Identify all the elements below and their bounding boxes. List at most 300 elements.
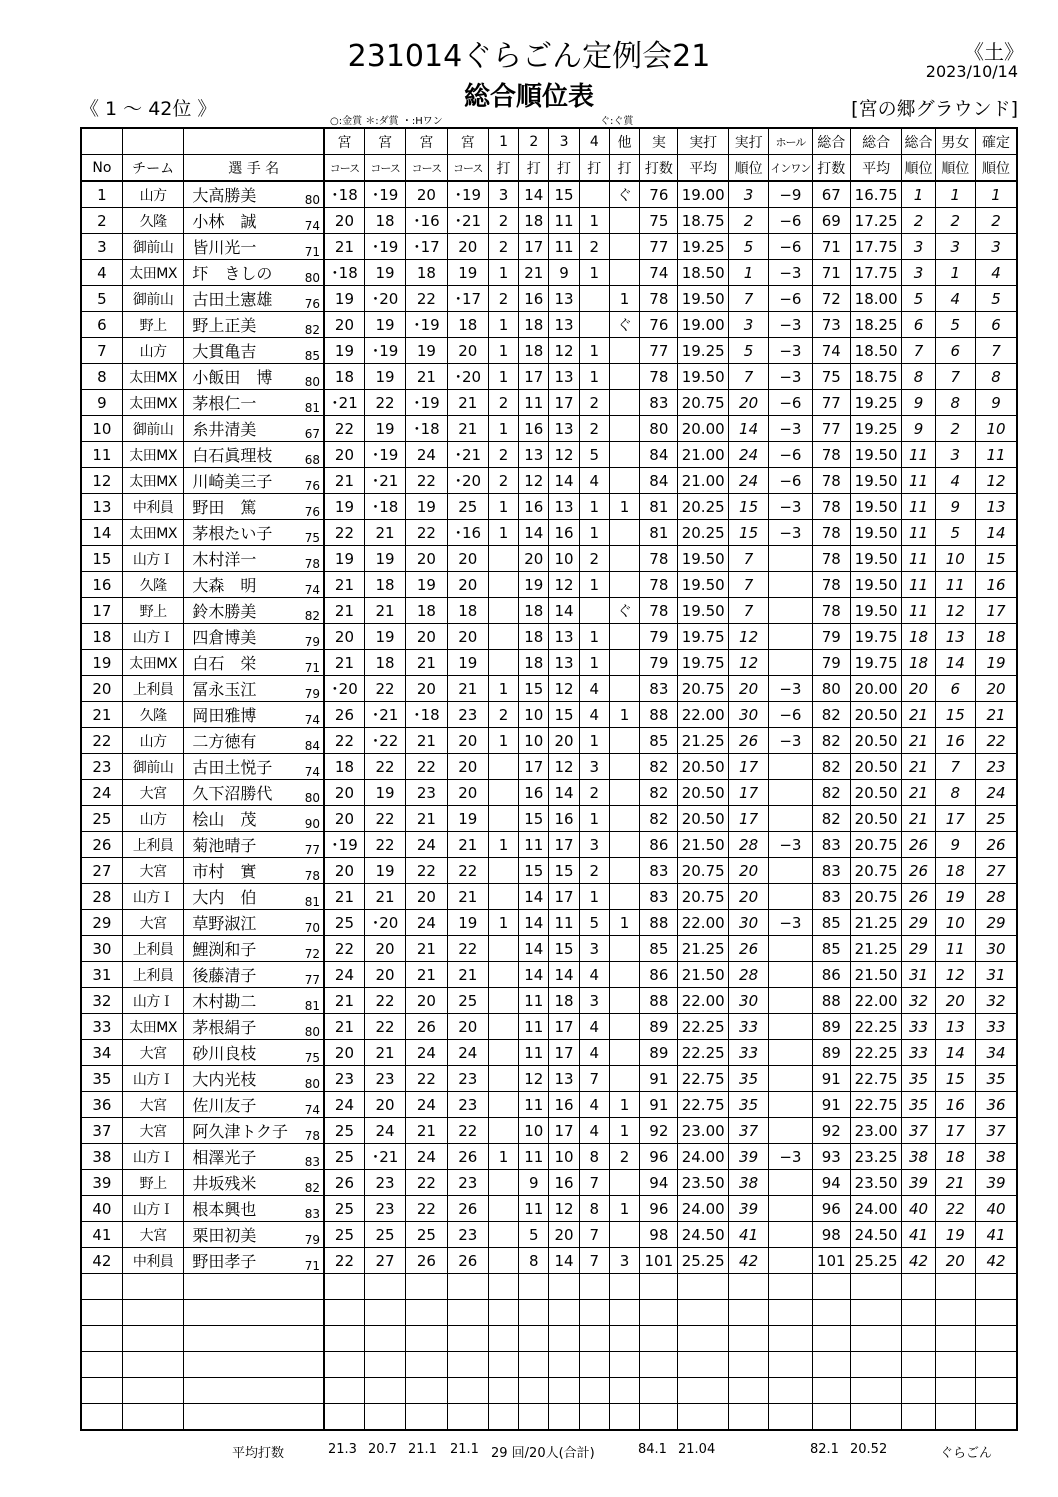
cell-total-avg: 22.75 [850, 1092, 901, 1118]
cell-other [609, 728, 639, 754]
cell-age: 79 [294, 676, 324, 702]
cell-course3: 19 [406, 338, 447, 364]
cell-course1: 19 [324, 338, 364, 364]
cell-age: 83 [294, 1144, 324, 1170]
empty-cell [81, 1300, 122, 1326]
cell-total-rank: 11 [902, 598, 935, 624]
table-row [81, 1144, 1017, 1170]
cell-course2: 20 [364, 962, 405, 988]
cell-total-avg: 22.25 [850, 1014, 901, 1040]
cell-final-rank: 34 [975, 1040, 1017, 1066]
col-head: コース [406, 155, 447, 182]
empty-cell [364, 1378, 405, 1404]
cell-age: 79 [294, 624, 324, 650]
cell-team: 太田MX [122, 390, 184, 416]
cell-strokes: 85 [640, 728, 678, 754]
cell-course4: 20 [447, 234, 488, 260]
cell-total: 77 [812, 416, 850, 442]
cell-team: 上利員 [122, 676, 184, 702]
cell-hole1 [488, 1040, 518, 1066]
cell-rank: 20 [728, 858, 768, 884]
cell-hole1: 1 [488, 1144, 518, 1170]
cell-total: 71 [812, 234, 850, 260]
table-row [81, 910, 1017, 936]
cell-course1: 26 [324, 1170, 364, 1196]
cell-hole-in-one [769, 858, 812, 884]
empty-cell [184, 1326, 294, 1352]
cell-final-rank: 28 [975, 884, 1017, 910]
empty-cell [579, 1404, 609, 1431]
cell-course2: 18 [364, 572, 405, 598]
cell-age: 81 [294, 988, 324, 1014]
empty-cell [678, 1300, 728, 1326]
cell-final-rank: 37 [975, 1118, 1017, 1144]
cell-gender-rank: 10 [935, 546, 975, 572]
cell-total-avg: 24.50 [850, 1222, 901, 1248]
cell-hole2: 8 [519, 1248, 549, 1274]
cell-total: 77 [812, 390, 850, 416]
footer-course2-avg: 20.7 [368, 1442, 397, 1457]
cell-avg: 19.25 [678, 338, 728, 364]
cell-hole1 [488, 572, 518, 598]
cell-name: 後藤清子 [184, 962, 294, 988]
cell-total: 78 [812, 442, 850, 468]
cell-course2: 22 [364, 1014, 405, 1040]
cell-team: 山方 [122, 338, 184, 364]
cell-hole1: 2 [488, 208, 518, 234]
cell-course2: 19 [364, 624, 405, 650]
cell-avg: 21.50 [678, 832, 728, 858]
cell-total-rank: 11 [902, 572, 935, 598]
cell-total-rank: 42 [902, 1248, 935, 1274]
cell-other [609, 650, 639, 676]
cell-course3: 22 [406, 520, 447, 546]
cell-course2: 21 [364, 520, 405, 546]
cell-hole1 [488, 754, 518, 780]
cell-age: 75 [294, 1040, 324, 1066]
col-head: 打数 [812, 155, 850, 182]
cell-other [609, 1014, 639, 1040]
cell-gender-rank: 21 [935, 1170, 975, 1196]
cell-hole1: 3 [488, 181, 518, 208]
table-row [81, 208, 1017, 234]
cell-no: 30 [81, 936, 122, 962]
cell-final-rank: 23 [975, 754, 1017, 780]
cell-no: 1 [81, 181, 122, 208]
cell-hole3: 17 [549, 390, 579, 416]
cell-total-avg: 19.50 [850, 546, 901, 572]
cell-age: 70 [294, 910, 324, 936]
table-row [81, 442, 1017, 468]
cell-course2: 20 [364, 936, 405, 962]
cell-total: 73 [812, 312, 850, 338]
cell-hole1 [488, 1092, 518, 1118]
cell-total-rank: 11 [902, 442, 935, 468]
cell-hole1: 1 [488, 520, 518, 546]
table-row [81, 884, 1017, 910]
cell-age: 71 [294, 234, 324, 260]
cell-rank: 7 [728, 546, 768, 572]
cell-total: 82 [812, 754, 850, 780]
cell-avg: 20.75 [678, 858, 728, 884]
empty-cell [519, 1352, 549, 1378]
cell-final-rank: 1 [975, 181, 1017, 208]
cell-total: 80 [812, 676, 850, 702]
cell-no: 40 [81, 1196, 122, 1222]
cell-age: 85 [294, 338, 324, 364]
empty-cell [678, 1274, 728, 1300]
cell-gender-rank: 22 [935, 1196, 975, 1222]
cell-hole-in-one [769, 1040, 812, 1066]
cell-gender-rank: 5 [935, 520, 975, 546]
cell-team: 御前山 [122, 234, 184, 260]
cell-final-rank: 12 [975, 468, 1017, 494]
cell-team: 山方 [122, 181, 184, 208]
empty-cell [728, 1326, 768, 1352]
cell-course3: 24 [406, 832, 447, 858]
cell-rank: 33 [728, 1014, 768, 1040]
cell-course1: 18 [324, 364, 364, 390]
cell-total-rank: 29 [902, 936, 935, 962]
cell-course3: 22 [406, 286, 447, 312]
cell-course4: 23 [447, 1170, 488, 1196]
cell-name: 茅根たい子 [184, 520, 294, 546]
empty-cell [678, 1326, 728, 1352]
cell-final-rank: 24 [975, 780, 1017, 806]
cell-total-rank: 26 [902, 832, 935, 858]
cell-hole2: 14 [519, 181, 549, 208]
cell-hole4: 2 [579, 234, 609, 260]
cell-other: ぐ [609, 312, 639, 338]
cell-age: 74 [294, 754, 324, 780]
cell-course1: 25 [324, 1118, 364, 1144]
empty-cell [769, 1404, 812, 1431]
cell-gender-rank: 11 [935, 572, 975, 598]
cell-hole2: 18 [519, 208, 549, 234]
cell-total: 83 [812, 858, 850, 884]
cell-age: 81 [294, 390, 324, 416]
table-row [81, 1118, 1017, 1144]
cell-hole2: 13 [519, 442, 549, 468]
col-head: 他 [609, 128, 639, 155]
col-head [81, 128, 122, 155]
empty-cell [364, 1352, 405, 1378]
cell-course3: 20 [406, 676, 447, 702]
cell-total: 85 [812, 936, 850, 962]
cell-total-avg: 16.75 [850, 181, 901, 208]
cell-total-rank: 37 [902, 1118, 935, 1144]
cell-gender-rank: 9 [935, 494, 975, 520]
cell-final-rank: 38 [975, 1144, 1017, 1170]
cell-team: 久隆 [122, 702, 184, 728]
cell-age: 67 [294, 416, 324, 442]
cell-age: 80 [294, 364, 324, 390]
cell-course4: 21 [447, 962, 488, 988]
cell-course3: ･19 [406, 390, 447, 416]
cell-final-rank: 21 [975, 702, 1017, 728]
cell-course4: 20 [447, 624, 488, 650]
cell-hole2: 17 [519, 364, 549, 390]
cell-no: 4 [81, 260, 122, 286]
cell-gender-rank: 18 [935, 1144, 975, 1170]
cell-total: 91 [812, 1066, 850, 1092]
cell-course2: 22 [364, 806, 405, 832]
cell-avg: 20.00 [678, 416, 728, 442]
cell-no: 18 [81, 624, 122, 650]
cell-age: 79 [294, 1222, 324, 1248]
cell-rank: 35 [728, 1066, 768, 1092]
empty-cell [549, 1326, 579, 1352]
cell-gender-rank: 9 [935, 832, 975, 858]
cell-avg: 21.00 [678, 442, 728, 468]
cell-total: 72 [812, 286, 850, 312]
cell-team: 山方Ｉ [122, 1196, 184, 1222]
cell-hole2: 16 [519, 780, 549, 806]
cell-final-rank: 15 [975, 546, 1017, 572]
empty-cell [609, 1326, 639, 1352]
cell-hole-in-one: −3 [769, 364, 812, 390]
empty-cell [579, 1300, 609, 1326]
cell-course1: 22 [324, 936, 364, 962]
empty-cell [728, 1378, 768, 1404]
col-head: 順位 [935, 155, 975, 182]
cell-total-avg: 24.00 [850, 1196, 901, 1222]
cell-age: 82 [294, 1170, 324, 1196]
cell-strokes: 78 [640, 598, 678, 624]
cell-gender-rank: 16 [935, 728, 975, 754]
cell-hole1: 2 [488, 442, 518, 468]
cell-no: 31 [81, 962, 122, 988]
cell-other: 1 [609, 702, 639, 728]
col-head: 実打 [728, 128, 768, 155]
cell-no: 11 [81, 442, 122, 468]
cell-course3: 19 [406, 494, 447, 520]
cell-hole1: 2 [488, 702, 518, 728]
cell-avg: 20.25 [678, 494, 728, 520]
empty-cell [769, 1378, 812, 1404]
table-row [81, 260, 1017, 286]
empty-cell [678, 1352, 728, 1378]
empty-cell [549, 1300, 579, 1326]
cell-total-rank: 8 [902, 364, 935, 390]
empty-cell [324, 1378, 364, 1404]
cell-rank: 39 [728, 1196, 768, 1222]
cell-hole2: 10 [519, 728, 549, 754]
cell-total-rank: 11 [902, 468, 935, 494]
cell-course3: 19 [406, 572, 447, 598]
cell-course3: 22 [406, 468, 447, 494]
cell-final-rank: 11 [975, 442, 1017, 468]
gu-legend: ぐ:ぐ賞 [600, 116, 634, 127]
table-row [81, 286, 1017, 312]
cell-avg: 24.00 [678, 1144, 728, 1170]
cell-hole2: 10 [519, 1118, 549, 1144]
cell-hole3: 12 [549, 338, 579, 364]
cell-course1: 21 [324, 650, 364, 676]
cell-total-rank: 29 [902, 910, 935, 936]
cell-name: 栗田初美 [184, 1222, 294, 1248]
cell-other [609, 520, 639, 546]
cell-total-avg: 17.75 [850, 260, 901, 286]
cell-hole-in-one [769, 572, 812, 598]
cell-course1: 20 [324, 780, 364, 806]
cell-total-avg: 20.50 [850, 780, 901, 806]
cell-hole2: 15 [519, 806, 549, 832]
table-row [81, 468, 1017, 494]
empty-cell [519, 1274, 549, 1300]
cell-final-rank: 2 [975, 208, 1017, 234]
cell-course1: 20 [324, 442, 364, 468]
cell-course2: 21 [364, 1040, 405, 1066]
empty-cell [935, 1326, 975, 1352]
cell-no: 17 [81, 598, 122, 624]
cell-course2: 24 [364, 1118, 405, 1144]
cell-course3: 24 [406, 442, 447, 468]
empty-cell [447, 1352, 488, 1378]
cell-total: 83 [812, 832, 850, 858]
footer-rounds: 29 回/20人(合計) [491, 1446, 595, 1461]
cell-hole4: 1 [579, 338, 609, 364]
footer-course3-avg: 21.1 [408, 1442, 437, 1457]
cell-course3: 18 [406, 598, 447, 624]
cell-course3: 21 [406, 364, 447, 390]
empty-cell [975, 1300, 1017, 1326]
cell-hole4: 3 [579, 988, 609, 1014]
cell-avg: 22.00 [678, 702, 728, 728]
cell-rank: 33 [728, 1040, 768, 1066]
cell-hole2: 15 [519, 858, 549, 884]
cell-team: 太田MX [122, 260, 184, 286]
cell-other [609, 572, 639, 598]
cell-strokes: 78 [640, 364, 678, 390]
empty-cell [640, 1352, 678, 1378]
cell-course4: 25 [447, 494, 488, 520]
cell-age: 80 [294, 780, 324, 806]
cell-team: 大宮 [122, 910, 184, 936]
empty-cell [935, 1300, 975, 1326]
cell-hole1: 2 [488, 468, 518, 494]
empty-cell [640, 1274, 678, 1300]
cell-total: 85 [812, 910, 850, 936]
cell-hole2: 5 [519, 1222, 549, 1248]
cell-course2: 21 [364, 884, 405, 910]
cell-team: 大宮 [122, 1222, 184, 1248]
cell-course4: 19 [447, 260, 488, 286]
cell-hole2: 18 [519, 598, 549, 624]
cell-final-rank: 31 [975, 962, 1017, 988]
col-head: 1 [488, 128, 518, 155]
cell-hole2: 11 [519, 390, 549, 416]
cell-team: 山方Ｉ [122, 546, 184, 572]
cell-gender-rank: 5 [935, 312, 975, 338]
col-head: 男女 [935, 128, 975, 155]
cell-no: 32 [81, 988, 122, 1014]
cell-name: 桧山 茂 [184, 806, 294, 832]
cell-gender-rank: 6 [935, 338, 975, 364]
empty-cell [549, 1404, 579, 1431]
cell-hole-in-one: −6 [769, 234, 812, 260]
cell-no: 23 [81, 754, 122, 780]
col-head: チーム [122, 155, 184, 182]
cell-hole-in-one [769, 780, 812, 806]
cell-no: 12 [81, 468, 122, 494]
empty-cell [975, 1404, 1017, 1431]
cell-hole-in-one [769, 1196, 812, 1222]
cell-total-rank: 1 [902, 181, 935, 208]
empty-cell [364, 1274, 405, 1300]
empty-row [81, 1352, 1017, 1378]
cell-hole3: 14 [549, 780, 579, 806]
cell-strokes: 78 [640, 572, 678, 598]
empty-cell [549, 1274, 579, 1300]
cell-name: 野上正美 [184, 312, 294, 338]
cell-hole4: 8 [579, 1196, 609, 1222]
cell-course2: 19 [364, 416, 405, 442]
cell-other: ぐ [609, 598, 639, 624]
cell-course2: 18 [364, 650, 405, 676]
cell-total: 82 [812, 780, 850, 806]
cell-course3: 20 [406, 624, 447, 650]
cell-no: 16 [81, 572, 122, 598]
results-body [81, 181, 1017, 1430]
cell-course4: 18 [447, 312, 488, 338]
cell-total: 82 [812, 728, 850, 754]
cell-course1: 21 [324, 598, 364, 624]
cell-other: 1 [609, 494, 639, 520]
cell-total: 98 [812, 1222, 850, 1248]
cell-course1: 26 [324, 702, 364, 728]
cell-name: 大森 明 [184, 572, 294, 598]
empty-cell [812, 1326, 850, 1352]
cell-strokes: 85 [640, 936, 678, 962]
header-row-bottom [81, 155, 1017, 182]
cell-course3: 20 [406, 884, 447, 910]
cell-avg: 19.50 [678, 572, 728, 598]
cell-no: 27 [81, 858, 122, 884]
cell-course3: 24 [406, 910, 447, 936]
cell-course1: 25 [324, 1222, 364, 1248]
cell-hole4: 4 [579, 676, 609, 702]
cell-course4: 19 [447, 650, 488, 676]
cell-team: 山方 [122, 728, 184, 754]
cell-team: 大宮 [122, 780, 184, 806]
cell-course1: 25 [324, 1144, 364, 1170]
cell-course3: 20 [406, 988, 447, 1014]
cell-hole4: 1 [579, 208, 609, 234]
col-head [122, 128, 184, 155]
cell-no: 13 [81, 494, 122, 520]
cell-age: 76 [294, 494, 324, 520]
cell-total-rank: 6 [902, 312, 935, 338]
cell-final-rank: 25 [975, 806, 1017, 832]
cell-hole-in-one: −3 [769, 416, 812, 442]
cell-no: 34 [81, 1040, 122, 1066]
cell-hole1 [488, 936, 518, 962]
cell-hole3: 12 [549, 572, 579, 598]
empty-cell [488, 1326, 518, 1352]
cell-team: 御前山 [122, 286, 184, 312]
cell-total-rank: 39 [902, 1170, 935, 1196]
cell-course1: 22 [324, 416, 364, 442]
cell-gender-rank: 11 [935, 936, 975, 962]
cell-other [609, 806, 639, 832]
cell-course4: 22 [447, 858, 488, 884]
cell-final-rank: 3 [975, 234, 1017, 260]
cell-hole4: 4 [579, 468, 609, 494]
cell-total-rank: 18 [902, 624, 935, 650]
col-head: 4 [579, 128, 609, 155]
cell-course1: 20 [324, 312, 364, 338]
